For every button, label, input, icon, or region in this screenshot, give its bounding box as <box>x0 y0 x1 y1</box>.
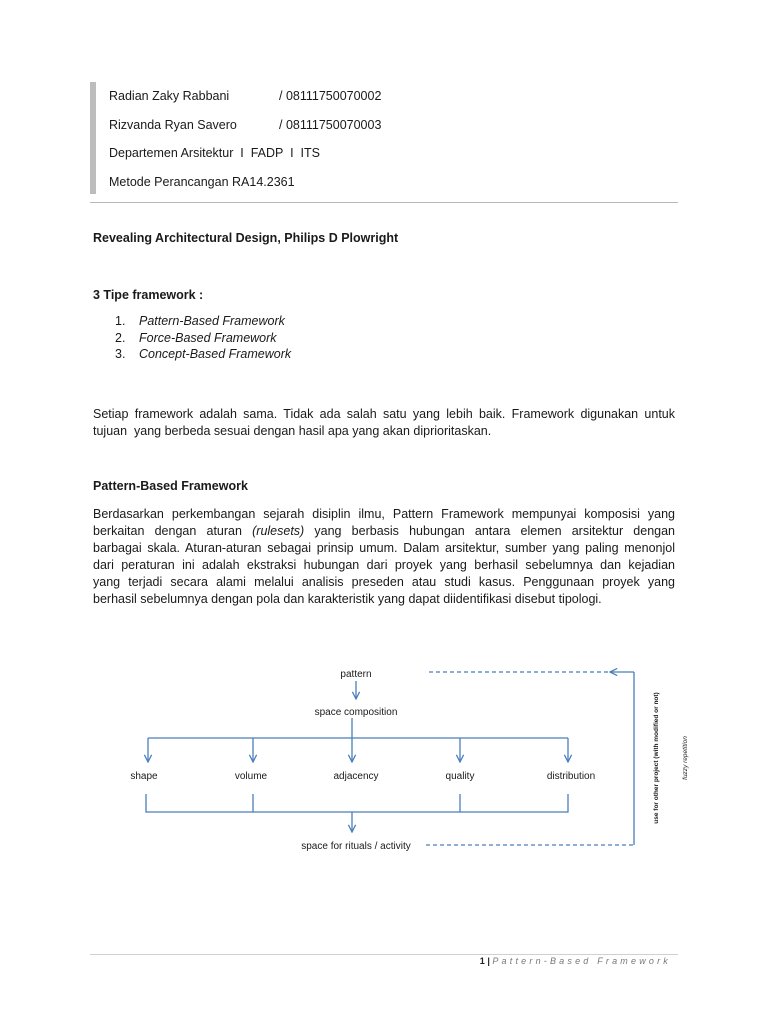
diagram-node-quality: quality <box>445 771 475 782</box>
author-name: Rizvanda Ryan Savero <box>109 118 237 132</box>
author-id: / 08111750070002 <box>279 89 382 103</box>
paragraph-line: berhasil sebelumnya dengan pola dan karakteristik yang dapat diidentifikasi disebut tipologi. <box>93 592 602 606</box>
paragraph-line: berkaitan dengan aturan (rulesets) yang berbasis hubungan antara elemen arsitektur dengan <box>93 524 675 538</box>
diagram-node-rituals: space for rituals / activity <box>301 841 411 852</box>
list-number: 2. <box>115 330 126 345</box>
diagram-side-label: use for other project (with modified or not) <box>653 692 660 824</box>
list-number: 1. <box>115 314 126 328</box>
connector-bottom-bus <box>146 794 568 812</box>
diagram-side-label-2: fuzzy repetition <box>682 736 689 780</box>
diagram-node-distribution: distribution <box>546 771 596 782</box>
list-text: Pattern-Based Framework <box>139 314 285 328</box>
list-number: 3. <box>115 347 126 361</box>
framework-heading: 3 Tipe framework : <box>93 288 204 302</box>
footer-separator: | <box>487 956 490 966</box>
list-text: Concept-Based Framework <box>139 347 292 361</box>
list-text: Force-Based Framework <box>139 330 277 345</box>
paragraph-line: Setiap framework adalah sama. Tidak ada salah satu yang lebih baik. Framework digunakan untuk <box>93 407 675 421</box>
section-heading: Pattern-Based Framework <box>93 479 248 493</box>
page-number: 1 <box>479 956 485 966</box>
author-id: / 08111750070003 <box>279 118 382 132</box>
diagram-node-pattern: pattern <box>340 669 372 680</box>
page-footer <box>480 956 671 966</box>
author-name: Radian Zaky Rabbani <box>109 89 230 103</box>
ruleset-term: (rulesets) <box>252 524 305 538</box>
diagram-node-adjacency: adjacency <box>333 771 379 782</box>
paragraph-line: tujuan yang berbeda sesuai dengan hasil apa yang akan diprioritaskan. <box>93 424 492 438</box>
footer-divider <box>90 954 678 955</box>
paragraph-line: Berdasarkan perkembangan sejarah disiplin ilmu, Pattern Framework mempunyai komposisi yang <box>93 507 675 521</box>
course-line: Metode Perancangan RA14.2361 <box>109 175 295 189</box>
paragraph-line: dari peraturan ini adalah ekstraksi hubungan dari proyek yang berhasil sebelumnya dan kejadian <box>93 558 675 572</box>
paragraph-line: yang terjadi secara alami melalui analisis preseden atau studi kasus. Penggunaan proyek yang <box>93 575 675 589</box>
department-line: Departemen Arsitektur I FADP I ITS <box>109 146 320 160</box>
diagram-node-volume: volume <box>234 771 268 782</box>
paragraph-line: barbagai skala. Aturan-aturan sebagai prinsip umum. Dalam arsitektur, sumber yang paling menonjol <box>93 541 675 555</box>
diagram-node-composition: space composition <box>314 707 398 718</box>
diagram-node-shape: shape <box>130 771 158 782</box>
book-title: Revealing Architectural Design, Philips D Plowright <box>93 231 399 245</box>
footer-title: Pattern-Based Framework <box>492 956 671 966</box>
